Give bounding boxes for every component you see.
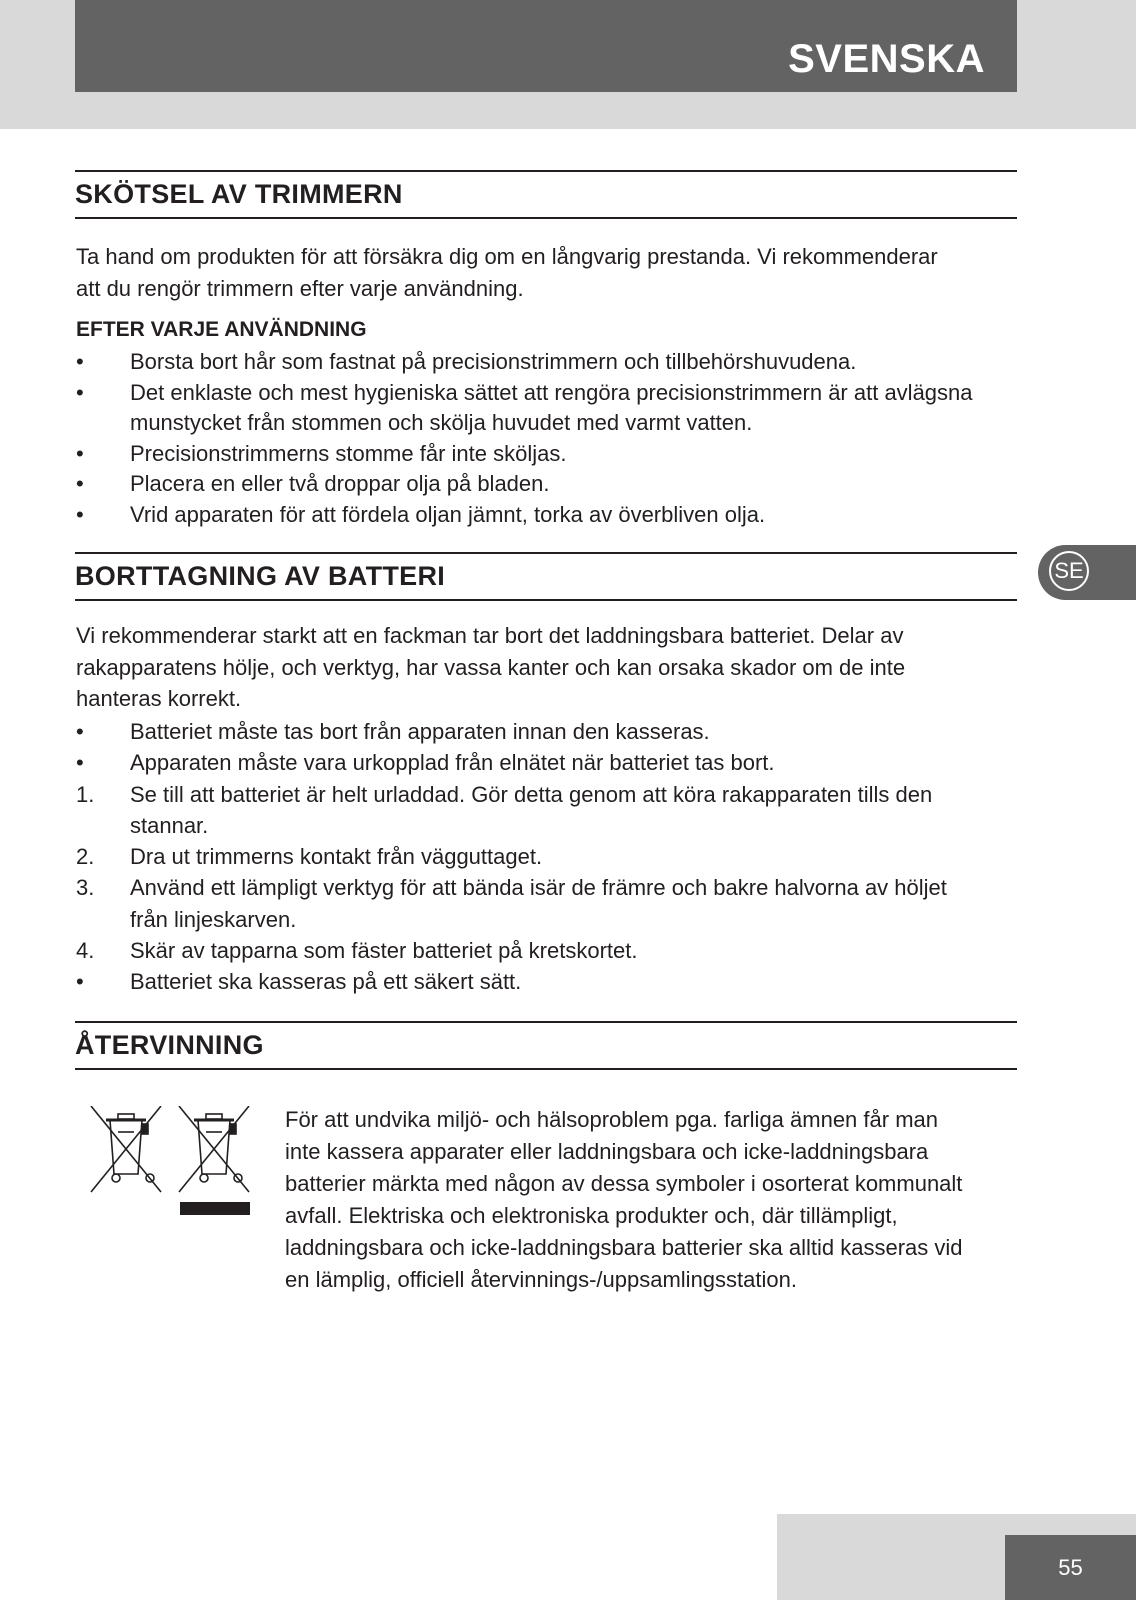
care-intro-line: Ta hand om produkten för att försäkra dig om en långvarig prestanda. Vi rekommenderar: [76, 244, 938, 269]
list-item: [76, 747, 1016, 778]
language-title: SVENSKA: [788, 37, 985, 81]
care-list: [76, 347, 1016, 530]
list-item-text: Dra ut trimmerns kontakt från vägguttaget.: [130, 844, 543, 870]
list-item-text: Batteriet ska kasseras på ett säkert sätt.: [130, 969, 522, 995]
list-marker: •: [76, 501, 84, 527]
list-item-text: från linjeskarven.: [130, 906, 297, 932]
care-intro: [76, 241, 1016, 304]
list-item: [76, 841, 1016, 872]
list-item: [76, 779, 1016, 842]
list-item-text: munstycket från stommen och skölja huvudet med varmt vatten.: [130, 410, 753, 435]
list-marker: •: [76, 750, 84, 776]
list-item-text: Se till att batteriet är helt urladdad. Gör detta genom att köra rakapparaten tills den: [130, 781, 933, 807]
battery-intro-line: rakapparatens hölje, och verktyg, har vassa kanter och kan orsaka skador om de inte: [76, 654, 906, 680]
list-marker: 4.: [76, 938, 95, 964]
language-side-tab: [1038, 545, 1136, 600]
list-item: [76, 378, 1016, 439]
recycling-text-line: För att undvika miljö- och hälsoproblem pga. farliga ämnen får man: [285, 1107, 938, 1132]
section-heading-recycling: [75, 1021, 1017, 1070]
list-item: [76, 347, 1016, 378]
list-marker: 1.: [76, 781, 95, 807]
recycling-text: [285, 1104, 1015, 1296]
list-item: [76, 500, 1016, 531]
battery-intro-line: Vi rekommenderar starkt att en fackman tar bort det laddningsbara batteriet. Delar av: [76, 623, 904, 648]
crossed-out-wheelie-bin-icon: [91, 1106, 161, 1192]
list-item-text: Precisionstrimmerns stomme får inte sköljas.: [130, 440, 567, 466]
language-header: [75, 0, 1017, 92]
list-item: [76, 716, 1016, 747]
recycling-text-line: batterier märkta med någon av dessa symboler i osorterat kommunalt: [285, 1171, 963, 1196]
list-item-text: Det enklaste och mest hygieniska sättet att rengöra precisionstrimmern är att avlägsna: [130, 379, 973, 405]
section-title-battery: BORTTAGNING AV BATTERI: [75, 561, 446, 591]
list-item: [76, 439, 1016, 470]
list-item-text: Batteriet måste tas bort från apparaten innan den kasseras.: [130, 719, 710, 744]
list-marker: •: [76, 440, 84, 466]
list-item: [76, 966, 1016, 997]
language-badge: SE: [1049, 551, 1089, 591]
recycling-text-line: laddningsbara och icke-laddningsbara batterier ska alltid kasseras vid: [285, 1235, 963, 1260]
list-item-text: stannar.: [130, 812, 209, 838]
list-item-text: Skär av tapparna som fäster batteriet på kretskortet.: [130, 938, 638, 964]
battery-intro: [76, 620, 1016, 715]
list-marker: •: [76, 719, 84, 744]
recycling-text-line: en lämplig, officiell återvinnings-/uppsamlingsstation.: [285, 1267, 797, 1292]
list-item-text: Vrid apparaten för att fördela oljan jämnt, torka av överbliven olja.: [130, 501, 766, 527]
recycling-text-line: avfall. Elektriska och elektroniska produkter och, där tillämpligt,: [285, 1203, 898, 1228]
crossed-out-wheelie-bin-with-bar-icon: [179, 1106, 250, 1215]
list-item-text: Placera en eller två droppar olja på bladen.: [130, 471, 550, 496]
section-title-recycling: ÅTERVINNING: [75, 1030, 264, 1060]
care-intro-line: att du rengör trimmern efter varje användning.: [76, 275, 524, 301]
recycling-text-line: inte kassera apparater eller laddningsbara och icke-laddningsbara: [285, 1139, 929, 1164]
section-title-care: SKÖTSEL AV TRIMMERN: [75, 179, 403, 209]
section-heading-battery: [75, 552, 1017, 601]
list-marker: 3.: [76, 875, 95, 901]
battery-list: [76, 716, 1016, 998]
care-subheading: EFTER VARJE ANVÄNDNING: [76, 318, 367, 341]
list-item: [76, 469, 1016, 500]
list-marker: •: [76, 969, 84, 995]
list-item-text: Använd ett lämpligt verktyg för att bända isär de främre och bakre halvorna av höljet: [130, 875, 947, 901]
battery-intro-line: hanteras korrekt.: [76, 686, 242, 711]
list-item-text: Apparaten måste vara urkopplad från elnätet när batteriet tas bort.: [130, 750, 775, 776]
section-heading-care: [75, 170, 1017, 219]
list-marker: 2.: [76, 844, 95, 870]
list-marker: •: [76, 379, 84, 405]
recycling-symbols: [88, 1106, 258, 1218]
list-item-text: Borsta bort hår som fastnat på precisionstrimmern och tillbehörshuvudena.: [130, 349, 857, 374]
list-marker: •: [76, 471, 84, 496]
page-number: 55: [1005, 1535, 1136, 1600]
list-item: [76, 872, 1016, 935]
list-item: [76, 935, 1016, 966]
list-marker: •: [76, 349, 84, 374]
